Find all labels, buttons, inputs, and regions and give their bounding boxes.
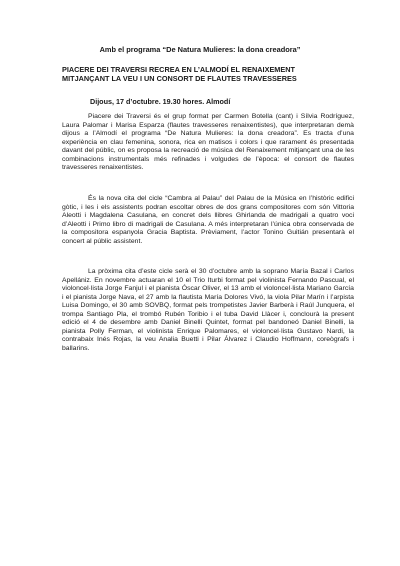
body-paragraph-3 [62,268,354,353]
body-paragraph-2 [62,195,354,246]
body-paragraph-1-text: Piacere dei Traversi és el grup format per Carmen Botella (cant) i Sílvia Rodríguez, Laura Palomar i Marisa Esparza (flautes travesseres renaixentistes), que interpretaran demà dijous a l’Almodí el programa “De Natura Mulieres: la dona creadora”. Es tracta d’una experiència en clau femenina, sonora, rica en matisos i colors i que rarament és presentada davant del públic, on es proposa la recreació de música del Renaixement mitjançant una de les combinacions instrumentals més refinades i volgudes de l’època: el consort de flautes travesseres renaixentistes. [62,113,354,172]
event-dateline: Dijous, 17 d’octubre. 19.30 hores. Almodí [90,97,231,106]
body-paragraph-3-text: La pròxima cita d’este cicle serà el 30 d’octubre amb la soprano María Bazal i Carlos Apellániz. En novembre actuaran el 10 el Trio Iturbi format pel violinista Fernando Pascual, el violoncel·lista Jorge Fanjul i el pianista Óscar Oliver, el 13 amb el violoncel·lista Mariano García i el pianista Jorge Nava, el 27 amb la flautista María Dolores Vivó, la viola Pilar Marín i l’arpista Luisa Domingo, el 30 amb SOVBQ, format pels trompetistes Javier Barberà i Raúl Junquera, el trompa Santiago Pla, el trombó Rubén Toribio i el tuba David Llàcer i, conclourà la present edició el 4 de desembre amb Daniel Binelli Quintet, format pel bandoneó Daniel Binelli, la pianista Polly Ferman, el violinista Enrique Palomares, el violoncel·lista Gustavo Nardi, la contrabaix Inés Rojas, la veu Analia Buetti i Pilar Álvarez i Claudio Hoffmann, coreògrafs i ballarins. [62,268,354,352]
headline-line-2: MITJANÇANT LA VEU I UN CONSORT DE FLAUTES TRAVESSERES [62,74,297,84]
program-supertitle: Amb el programa “De Natura Mulieres: la dona creadora” [99,45,301,54]
headline [62,65,352,83]
body-paragraph-2-text: És la nova cita del cicle “Cambra al Palau” del Palau de la Música en l’històric edifici gòtic, i les i els assistents podran escoltar obres de dos grans compositores com són Vittoria Aleotti i Magdalena Casulana, en concret dels llibres Ghirlanda de madrigali a quatro voci d’Aleotti i Primo libro di madrigali de Casulana. A més interpretaran l’única obra conservada de la compositora espanyola Gracia Baptista. Prèviament, l’actor Tonino Guitián presentarà el concert al públic assistent. [62,195,354,245]
headline-line-1: PIACERE DEI TRAVERSI RECREA EN L’ALMODÍ EL RENAIXEMENT [62,65,295,74]
body-paragraph-1 [62,113,354,173]
